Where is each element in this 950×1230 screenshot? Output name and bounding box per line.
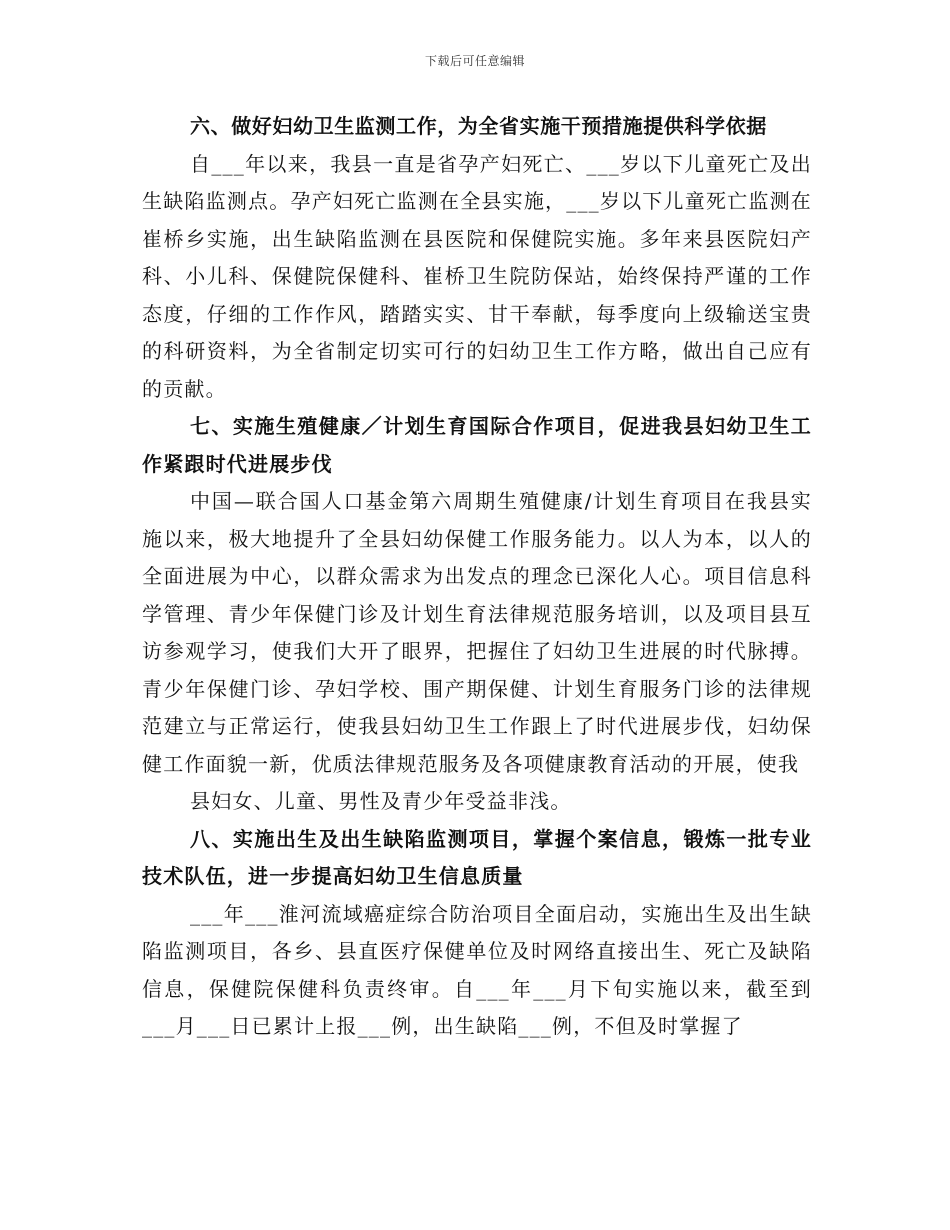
- section-8-paragraph-1: ___年___淮河流域癌症综合防治项目全面启动，实施出生及出生缺陷监测项目，各乡、县直医疗保健单位及时网络直接出生、死亡及缺陷信息，保健院保健科负责终审。自___年___月下旬实施以来，截至到___月___日已累计上报___例，出生缺陷___例，不但及时掌握了: [142, 901, 812, 1038]
- section-heading-8: 八、实施出生及出生缺陷监测项目，掌握个案信息，锻炼一批专业技术队伍，进一步提高妇幼卫生信息质量: [142, 826, 812, 888]
- section-6-paragraph-1: 自___年以来，我县一直是省孕产妇死亡、___岁以下儿童死亡及出生缺陷监测点。孕产妇死亡监测在全县实施，___岁以下儿童死亡监测在崔桥乡实施，出生缺陷监测在县医院和保健院实施。多年来县医院妇产科、小儿科、保健院保健科、崔桥卫生院防保站，始终保持严谨的工作态度，仔细的工作作风，踏踏实实、甘干奉献，每季度向上级输送宝贵的科研资料，为全省制定切实可行的妇幼卫生工作方略，做出自己应有的贡献。: [142, 151, 812, 401]
- section-7-paragraph-2: 县妇女、儿童、男性及青少年受益非浅。: [190, 789, 572, 813]
- section-heading-6: 六、做好妇幼卫生监测工作，为全省实施干预措施提供科学依据: [190, 114, 767, 138]
- section-heading-7: 七、实施生殖健康／计划生育国际合作项目，促进我县妇幼卫生工作紧跟时代进展步伐: [142, 414, 812, 476]
- document-body: [142, 108, 812, 1046]
- section-7-paragraph-1: 中国—联合国人口基金第六周期生殖健康/计划生育项目在我县实施以来，极大地提升了全县妇幼保健工作服务能力。以人为本，以人的全面进展为中心，以群众需求为出发点的理念已深化人心。项目信息科学管理、青少年保健门诊及计划生育法律规范服务培训，以及项目县互访参观学习，使我们大开了眼界，把握住了妇幼卫生进展的时代脉搏。青少年保健门诊、孕妇学校、围产期保健、计划生育服务门诊的法律规范建立与正常运行，使我县妇幼卫生工作跟上了时代进展步伐，妇幼保健工作面貌一新，优质法律规范服务及各项健康教育活动的开展，使我: [142, 489, 812, 776]
- header-note: 下载后可任意编辑: [424, 54, 525, 68]
